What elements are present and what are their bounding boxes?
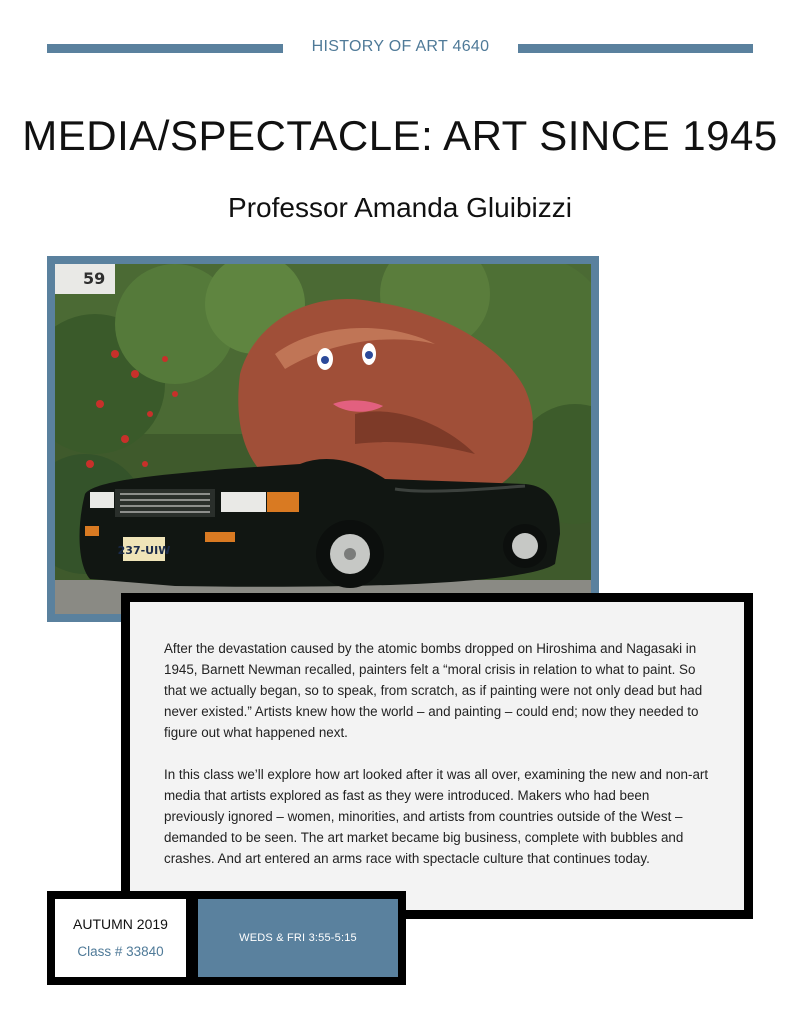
description-paragraph-2: In this class we’ll explore how art looked after it was all over, examining the new and non-art media that artists explored as fast as they were introduced. Makers who had been previously ignored – women, minorities, and artists from countries outside of the West – demanded to be seen. The art market became big business, complete with bubbles and crashes. And art entered an arms race with spectacle culture that continues today.: [164, 767, 709, 866]
schedule-box: [190, 891, 406, 985]
course-description-box: [121, 593, 753, 919]
schedule-time: WEDS & FRI 3:55-5:15: [239, 932, 357, 944]
term-box: [47, 891, 194, 985]
description-paragraph-1: After the devastation caused by the atomic bombs dropped on Hiroshima and Nagasaki in 1945, Barnett Newman recalled, painters felt a “moral crisis in relation to what to paint. So that we actually began, so to speak, from scratch, as if painting were not only dead but had never existed.” Artists knew how the world – and painting – could end; now they needed to figure out what happened next.: [164, 641, 703, 740]
header-rule-left: [47, 44, 283, 53]
class-number: Class # 33840: [77, 944, 164, 959]
rock-on-car-photo: [55, 264, 591, 614]
license-plate: 237-UIW: [117, 544, 171, 557]
header-rule-right: [518, 44, 753, 53]
term-label: AUTUMN 2019: [73, 916, 168, 932]
professor-name: Professor Amanda Gluibizzi: [228, 192, 572, 223]
photo-frame: [47, 256, 599, 622]
course-code: HISTORY OF ART 4640: [311, 38, 490, 55]
page-title: MEDIA/SPECTACLE: ART SINCE 1945: [22, 112, 778, 159]
house-number: 59: [83, 269, 106, 288]
